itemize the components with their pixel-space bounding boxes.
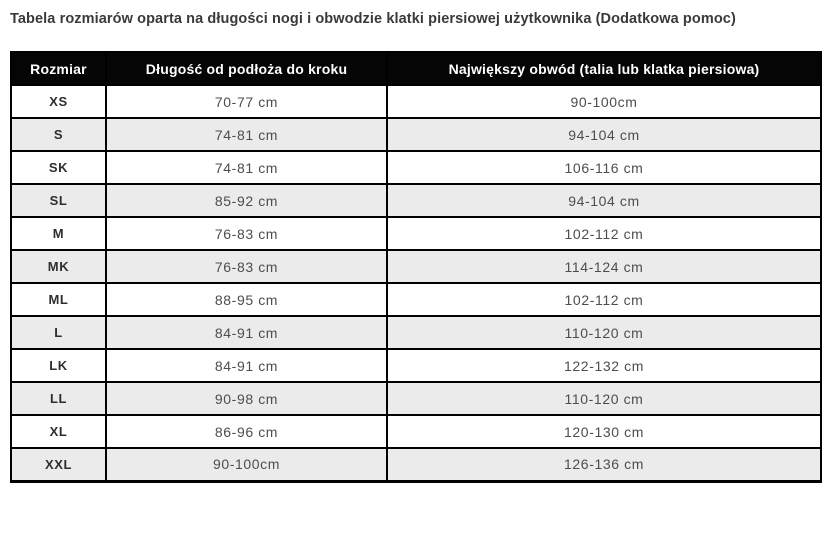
table-row — [11, 448, 821, 481]
size-table-body — [11, 85, 821, 481]
table-row — [11, 151, 821, 184]
leg-length-cell: 90-100cm — [106, 448, 387, 481]
girth-cell: 94-104 cm — [387, 118, 821, 151]
girth-cell: 122-132 cm — [387, 349, 821, 382]
table-row — [11, 217, 821, 250]
leg-length-cell: 74-81 cm — [106, 151, 387, 184]
girth-cell: 106-116 cm — [387, 151, 821, 184]
girth-cell: 110-120 cm — [387, 382, 821, 415]
girth-cell: 102-112 cm — [387, 217, 821, 250]
leg-length-cell: 70-77 cm — [106, 85, 387, 118]
size-table-header — [11, 52, 821, 85]
table-row — [11, 415, 821, 448]
girth-cell: 90-100cm — [387, 85, 821, 118]
table-row — [11, 85, 821, 118]
size-cell: SK — [11, 151, 106, 184]
table-row — [11, 316, 821, 349]
leg-length-cell: 76-83 cm — [106, 217, 387, 250]
girth-cell: 114-124 cm — [387, 250, 821, 283]
column-header-leg-length: Długość od podłoża do kroku — [106, 52, 387, 85]
leg-length-cell: 90-98 cm — [106, 382, 387, 415]
size-cell: L — [11, 316, 106, 349]
size-cell: XL — [11, 415, 106, 448]
leg-length-cell: 86-96 cm — [106, 415, 387, 448]
leg-length-cell: 84-91 cm — [106, 316, 387, 349]
column-header-girth: Największy obwód (talia lub klatka piersiowa) — [387, 52, 821, 85]
size-cell: ML — [11, 283, 106, 316]
girth-cell: 94-104 cm — [387, 184, 821, 217]
leg-length-cell: 85-92 cm — [106, 184, 387, 217]
girth-cell: 102-112 cm — [387, 283, 821, 316]
size-cell: LL — [11, 382, 106, 415]
table-row — [11, 382, 821, 415]
leg-length-cell: 74-81 cm — [106, 118, 387, 151]
leg-length-cell: 76-83 cm — [106, 250, 387, 283]
leg-length-cell: 84-91 cm — [106, 349, 387, 382]
size-table — [10, 51, 822, 483]
girth-cell: 120-130 cm — [387, 415, 821, 448]
table-row — [11, 349, 821, 382]
size-cell: SL — [11, 184, 106, 217]
size-cell: S — [11, 118, 106, 151]
column-header-rozmiar: Rozmiar — [11, 52, 106, 85]
table-row — [11, 283, 821, 316]
page-title: Tabela rozmiarów oparta na długości nogi i obwodzie klatki piersiowej użytkownika (Dodatkowa pomoc) — [10, 11, 736, 27]
header-row — [11, 52, 821, 85]
girth-cell: 110-120 cm — [387, 316, 821, 349]
table-row — [11, 250, 821, 283]
table-row — [11, 184, 821, 217]
leg-length-cell: 88-95 cm — [106, 283, 387, 316]
table-row — [11, 118, 821, 151]
size-cell: XXL — [11, 448, 106, 481]
girth-cell: 126-136 cm — [387, 448, 821, 481]
size-cell: M — [11, 217, 106, 250]
size-cell: XS — [11, 85, 106, 118]
size-cell: MK — [11, 250, 106, 283]
size-cell: LK — [11, 349, 106, 382]
